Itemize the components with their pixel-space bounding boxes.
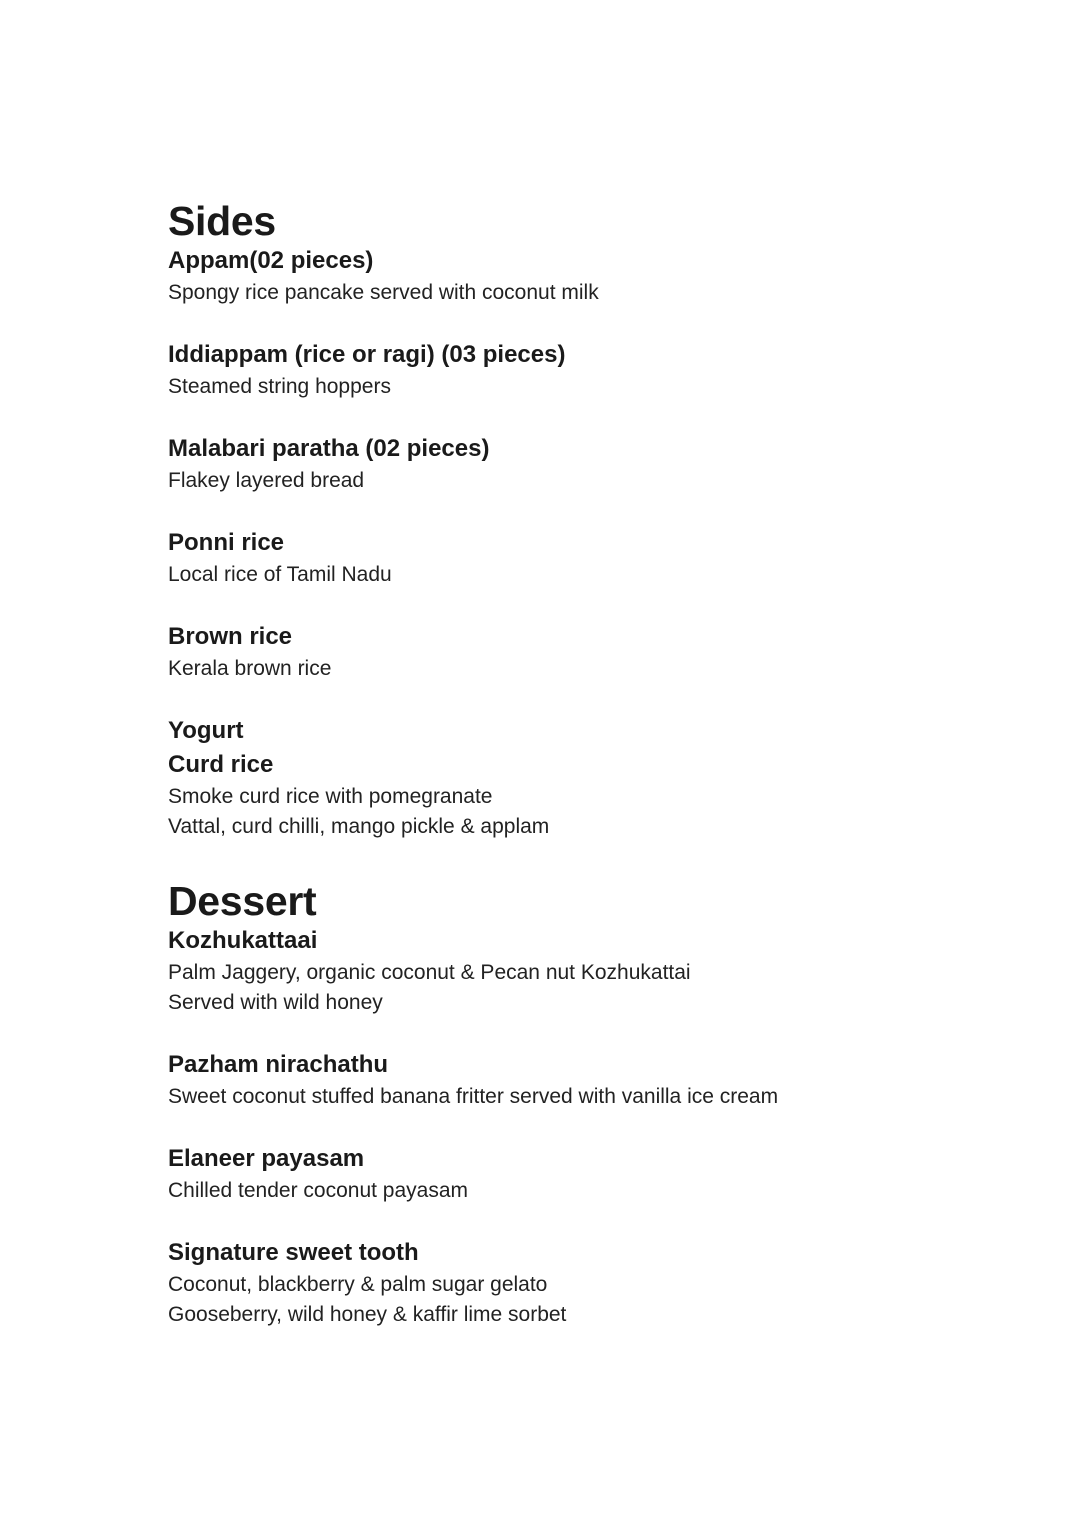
- item-name: Appam(02 pieces): [168, 247, 374, 274]
- item-description: Smoke curd rice with pomegranate: [168, 785, 493, 808]
- item-description: Vattal, curd chilli, mango pickle & applam: [168, 815, 550, 838]
- menu-item: [168, 924, 1048, 1018]
- item-description: Coconut, blackberry & palm sugar gelato: [168, 1273, 548, 1296]
- item-name: Pazham nirachathu: [168, 1051, 389, 1078]
- dessert-section: [168, 878, 1048, 1330]
- item-subname: Curd rice: [168, 751, 274, 778]
- item-description: Served with wild honey: [168, 991, 383, 1014]
- item-description: Spongy rice pancake served with coconut milk: [168, 281, 599, 304]
- item-name: Iddiappam (rice or ragi) (03 pieces): [168, 341, 566, 368]
- menu-item: [168, 1236, 1048, 1330]
- item-name: Ponni rice: [168, 529, 285, 556]
- menu-item: [168, 338, 1048, 402]
- item-name: Signature sweet tooth: [168, 1239, 419, 1266]
- item-description: Flakey layered bread: [168, 469, 365, 492]
- menu-item: [168, 244, 1048, 308]
- item-description: Local rice of Tamil Nadu: [168, 563, 392, 586]
- item-description: Sweet coconut stuffed banana fritter served with vanilla ice cream: [168, 1085, 779, 1108]
- sides-section: [168, 198, 1048, 842]
- item-name: Brown rice: [168, 623, 293, 650]
- menu-item-yogurt: [168, 714, 1048, 842]
- section-title-sides: Sides: [168, 198, 276, 244]
- section-title-dessert: Dessert: [168, 878, 317, 924]
- item-name: Kozhukattaai: [168, 927, 318, 954]
- item-description: Palm Jaggery, organic coconut & Pecan nut Kozhukattai: [168, 961, 691, 984]
- menu-item: [168, 620, 1048, 684]
- menu-page: [168, 198, 1048, 1330]
- menu-item: [168, 432, 1048, 496]
- item-description: Chilled tender coconut payasam: [168, 1179, 469, 1202]
- item-name: Malabari paratha (02 pieces): [168, 435, 490, 462]
- item-description: Steamed string hoppers: [168, 375, 391, 398]
- item-description: Kerala brown rice: [168, 657, 332, 680]
- item-description: Gooseberry, wild honey & kaffir lime sorbet: [168, 1303, 567, 1326]
- menu-item: [168, 1142, 1048, 1206]
- item-name: Elaneer payasam: [168, 1145, 365, 1172]
- menu-item: [168, 1048, 1048, 1112]
- item-name: Yogurt: [168, 717, 244, 744]
- menu-item: [168, 526, 1048, 590]
